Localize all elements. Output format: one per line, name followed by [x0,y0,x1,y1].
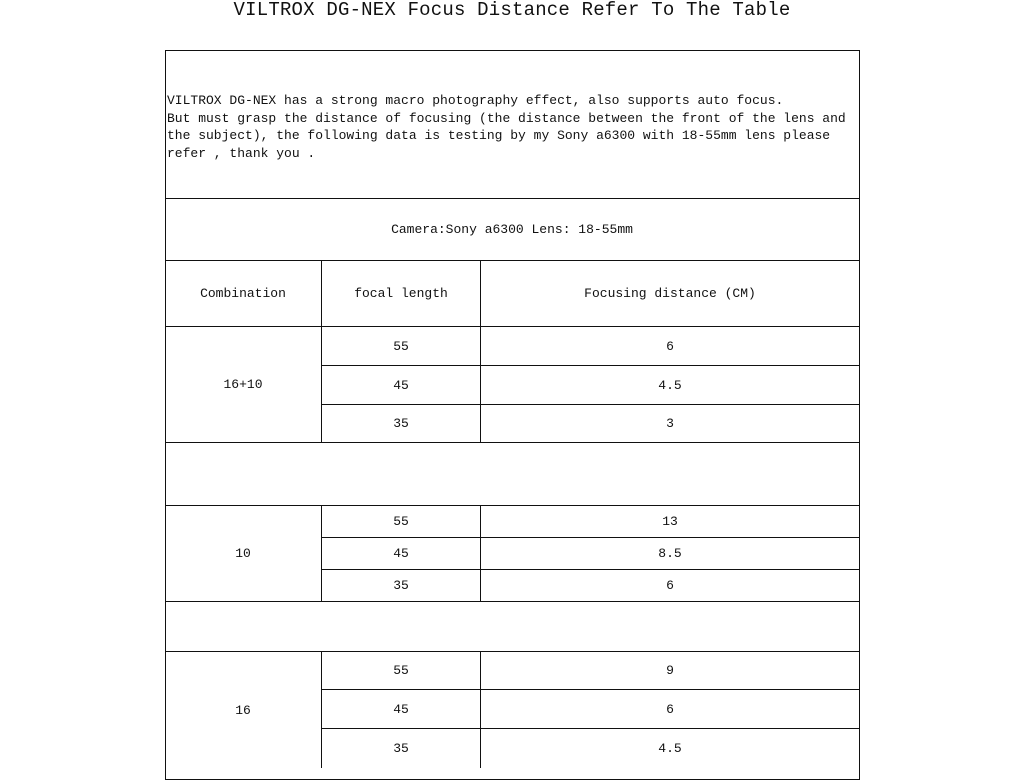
header-focusing-distance: Focusing distance (CM) [481,261,860,327]
intro-line-2: But must grasp the distance of focusing (the distance between the front of the lens and the subject), the following data is testing by my Sony a6300 with 18-55mm lens please refer , thank you . [167,110,846,161]
intro-line-1: VILTROX DG-NEX has a strong macro photography effect, also supports auto focus. [167,93,784,108]
distance-cell: 6 [481,327,860,366]
focal-cell: 45 [322,690,481,729]
distance-cell: 8.5 [481,538,860,570]
focal-cell: 45 [322,538,481,570]
distance-cell: 3 [481,405,860,443]
distance-cell: 6 [481,690,860,729]
combination-cell: 10 [165,506,322,602]
combination-cell: 16 [165,652,322,768]
intro-text [165,50,860,199]
combination-cell: 16+10 [165,327,322,443]
focal-cell: 45 [322,366,481,405]
focal-cell: 55 [322,327,481,366]
distance-cell: 6 [481,570,860,602]
distance-cell: 9 [481,652,860,690]
focal-cell: 55 [322,506,481,538]
header-focal-length: focal length [322,261,481,327]
spacer-row [165,443,860,506]
focal-cell: 35 [322,570,481,602]
distance-cell: 13 [481,506,860,538]
header-combination: Combination [165,261,322,327]
setup-row: Camera:Sony a6300 Lens: 18-55mm [165,199,860,261]
focal-cell: 35 [322,405,481,443]
focal-cell: 35 [322,729,481,768]
focal-cell: 55 [322,652,481,690]
distance-cell: 4.5 [481,729,860,768]
page-title: VILTROX DG-NEX Focus Distance Refer To The Table [233,0,791,21]
spacer-row [165,602,860,652]
distance-cell: 4.5 [481,366,860,405]
